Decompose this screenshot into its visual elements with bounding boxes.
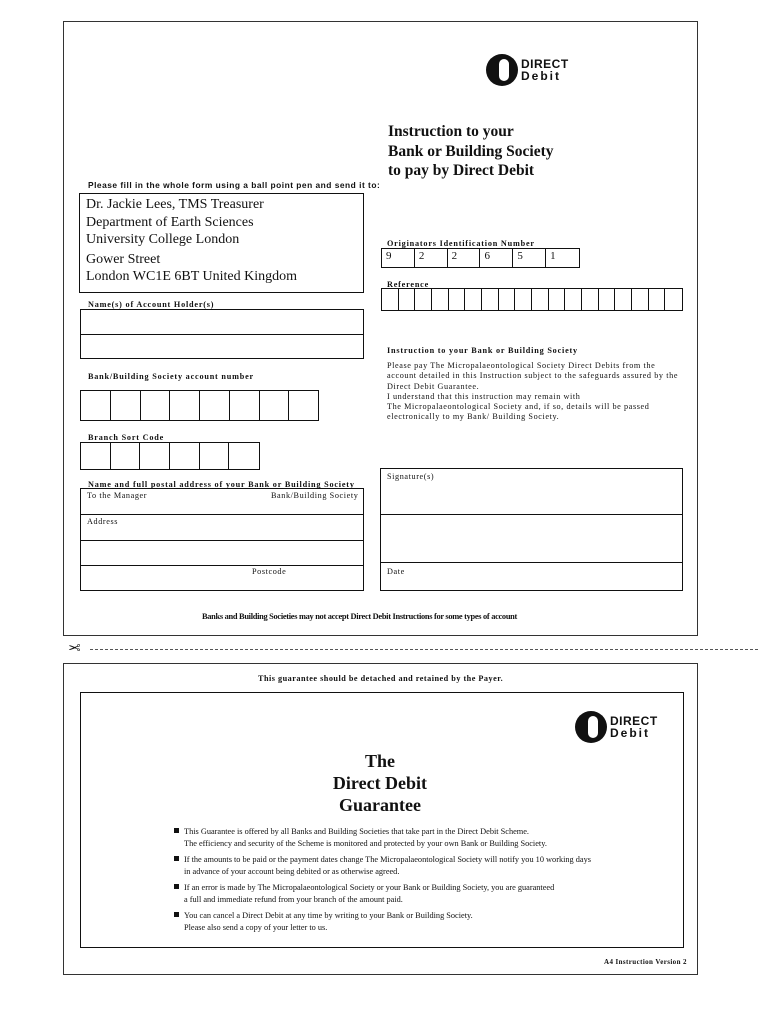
reference-cell[interactable]: [615, 289, 632, 310]
guarantee-bullet: [174, 910, 654, 933]
guarantee-title: [300, 750, 460, 816]
logo-line1: DIRECT: [521, 57, 569, 71]
direct-debit-logo: [486, 54, 569, 86]
guarantee-title-line: The: [364, 751, 395, 771]
account-holder-field-1[interactable]: [80, 309, 364, 335]
originator-label: Originators Identification Number: [387, 239, 535, 248]
guarantee-bullets: [174, 826, 654, 938]
sort-code-label: Branch Sort Code: [88, 433, 165, 442]
account-number-cell[interactable]: [111, 391, 141, 420]
bullet-line: in advance of your account being debited or as otherwise agreed.: [184, 866, 400, 876]
detach-line: [90, 649, 758, 650]
account-number-cell[interactable]: [170, 391, 200, 420]
reference-cell[interactable]: [515, 289, 532, 310]
recipient-address: [79, 193, 364, 293]
account-number-cell[interactable]: [81, 391, 111, 420]
date-field[interactable]: [380, 562, 683, 591]
direct-debit-logo-icon: [486, 54, 518, 86]
reference-field[interactable]: [381, 288, 683, 311]
sort-code-cell[interactable]: [81, 443, 111, 469]
guarantee-bullet: [174, 882, 654, 905]
form-title-line: to pay by Direct Debit: [388, 162, 535, 179]
account-number-cell[interactable]: [289, 391, 318, 420]
account-number-cell[interactable]: [141, 391, 171, 420]
originator-digit: 2: [448, 249, 481, 267]
sort-code-cell[interactable]: [140, 443, 170, 469]
bank-address-field-1[interactable]: [80, 514, 364, 541]
form-title-line: Instruction to your: [388, 123, 514, 140]
originator-digit: 1: [550, 250, 556, 262]
guarantee-title-line: Direct Debit: [332, 773, 428, 793]
instruction-line: electronically to my Bank/ Building Society.: [387, 412, 560, 422]
logo-line2: Debit: [610, 726, 650, 740]
guarantee-bullet: [174, 826, 654, 849]
postcode-label: Postcode: [252, 567, 287, 576]
originator-digit: 9: [382, 249, 415, 267]
reference-cell[interactable]: [549, 289, 566, 310]
bullet-line: If the amounts to be paid or the payment dates change The Micropalaeontological Society will notify you 10 working days: [184, 855, 591, 864]
form-title: [388, 122, 554, 181]
instruction-heading: Instruction to your Bank or Building Society: [387, 346, 578, 355]
bullet-line: This Guarantee is offered by all Banks and Building Societies that take part in the Direct Debit Scheme.: [184, 827, 529, 836]
originator-digit: 2: [415, 249, 448, 267]
footer-note: Banks and Building Societies may not accept Direct Debit Instructions for some types of account: [202, 612, 518, 621]
sort-code-cell[interactable]: [229, 443, 259, 469]
direct-debit-logo-2: [575, 711, 658, 743]
reference-cell[interactable]: [532, 289, 549, 310]
originator-digit: 5: [513, 249, 546, 267]
direct-debit-logo-icon: [575, 711, 607, 743]
reference-cell[interactable]: [565, 289, 582, 310]
originator-digit: 6: [480, 249, 513, 267]
reference-cell[interactable]: [399, 289, 416, 310]
reference-cell[interactable]: [665, 289, 682, 310]
guarantee-bullet: [174, 854, 654, 877]
reference-cell[interactable]: [599, 289, 616, 310]
fill-instruction: Please fill in the whole form using a ball point pen and send it to:: [88, 180, 381, 190]
originator-number: [381, 248, 580, 268]
sort-code-field[interactable]: [80, 442, 260, 470]
bank-name-field[interactable]: [80, 488, 364, 515]
signature-field-2[interactable]: [380, 514, 683, 563]
instruction-line: account detailed in this Instruction subject to the safeguards assured by the: [387, 371, 679, 381]
address-line: London WC1E 6BT United Kingdom: [86, 269, 298, 284]
sort-code-cell[interactable]: [200, 443, 230, 469]
instruction-text: [387, 361, 687, 423]
reference-cell[interactable]: [465, 289, 482, 310]
reference-cell[interactable]: [482, 289, 499, 310]
signature-label: Signature(s): [387, 472, 435, 481]
bullet-line: The efficiency and security of the Scheme is monitored and protected by your own Bank or Building Society.: [184, 838, 547, 848]
bank-address-field-2[interactable]: [80, 540, 364, 566]
form-title-line: Bank or Building Society: [388, 142, 554, 160]
bullet-line: Please also send a copy of your letter to us.: [184, 922, 328, 932]
reference-cell[interactable]: [632, 289, 649, 310]
reference-cell[interactable]: [649, 289, 666, 310]
date-label: Date: [387, 567, 405, 576]
instruction-line: I understand that this instruction may remain with: [387, 391, 581, 401]
address-line: Department of Earth Sciences: [86, 214, 254, 230]
detach-note: This guarantee should be detached and retained by the Payer.: [258, 674, 504, 683]
account-number-label: Bank/Building Society account number: [88, 372, 254, 381]
account-number-cell[interactable]: [230, 391, 260, 420]
to-manager-label: To the Manager: [87, 491, 148, 500]
account-holder-field-2[interactable]: [80, 334, 364, 359]
reference-cell[interactable]: [415, 289, 432, 310]
logo-line1: DIRECT: [610, 714, 658, 728]
address-line: University College London: [86, 232, 240, 247]
bullet-line: a full and immediate refund from your branch of the amount paid.: [184, 894, 403, 904]
version-label: A4 Instruction Version 2: [604, 958, 687, 966]
bullet-line: You can cancel a Direct Debit at any time by writing to your Bank or Building Society.: [184, 911, 473, 920]
sort-code-cell[interactable]: [111, 443, 141, 469]
instruction-line: The Micropalaeontological Society and, if so, details will be passed: [387, 402, 650, 412]
guarantee-title-line: Guarantee: [339, 795, 421, 815]
bullet-line: If an error is made by The Micropalaeontological Society or your Bank or Building Society, you are guaranteed: [184, 883, 555, 892]
reference-cell[interactable]: [382, 289, 399, 310]
address-label: Address: [87, 517, 119, 526]
bank-society-label: Bank/Building Society: [271, 491, 359, 500]
account-number-cell[interactable]: [260, 391, 290, 420]
scissors-icon: ✂: [68, 639, 81, 657]
signature-field[interactable]: [380, 468, 683, 515]
account-holder-label: Name(s) of Account Holder(s): [88, 300, 215, 309]
address-line: Dr. Jackie Lees, TMS Treasurer: [86, 197, 264, 212]
reference-cell[interactable]: [432, 289, 449, 310]
reference-label: Reference: [387, 280, 430, 289]
account-number-field[interactable]: [80, 390, 319, 421]
reference-cell[interactable]: [449, 289, 466, 310]
instruction-line: Direct Debit Guarantee.: [387, 381, 480, 391]
logo-line2: Debit: [521, 69, 561, 83]
instruction-line: Please pay The Micropalaeontological Society Direct Debits from the: [387, 361, 656, 370]
account-number-cell[interactable]: [200, 391, 230, 420]
reference-cell[interactable]: [499, 289, 516, 310]
address-line: Gower Street: [86, 251, 161, 267]
sort-code-cell[interactable]: [170, 443, 200, 469]
postcode-field[interactable]: [80, 565, 364, 591]
bank-address-label: Name and full postal address of your Bank or Building Society: [88, 480, 355, 489]
reference-cell[interactable]: [582, 289, 599, 310]
